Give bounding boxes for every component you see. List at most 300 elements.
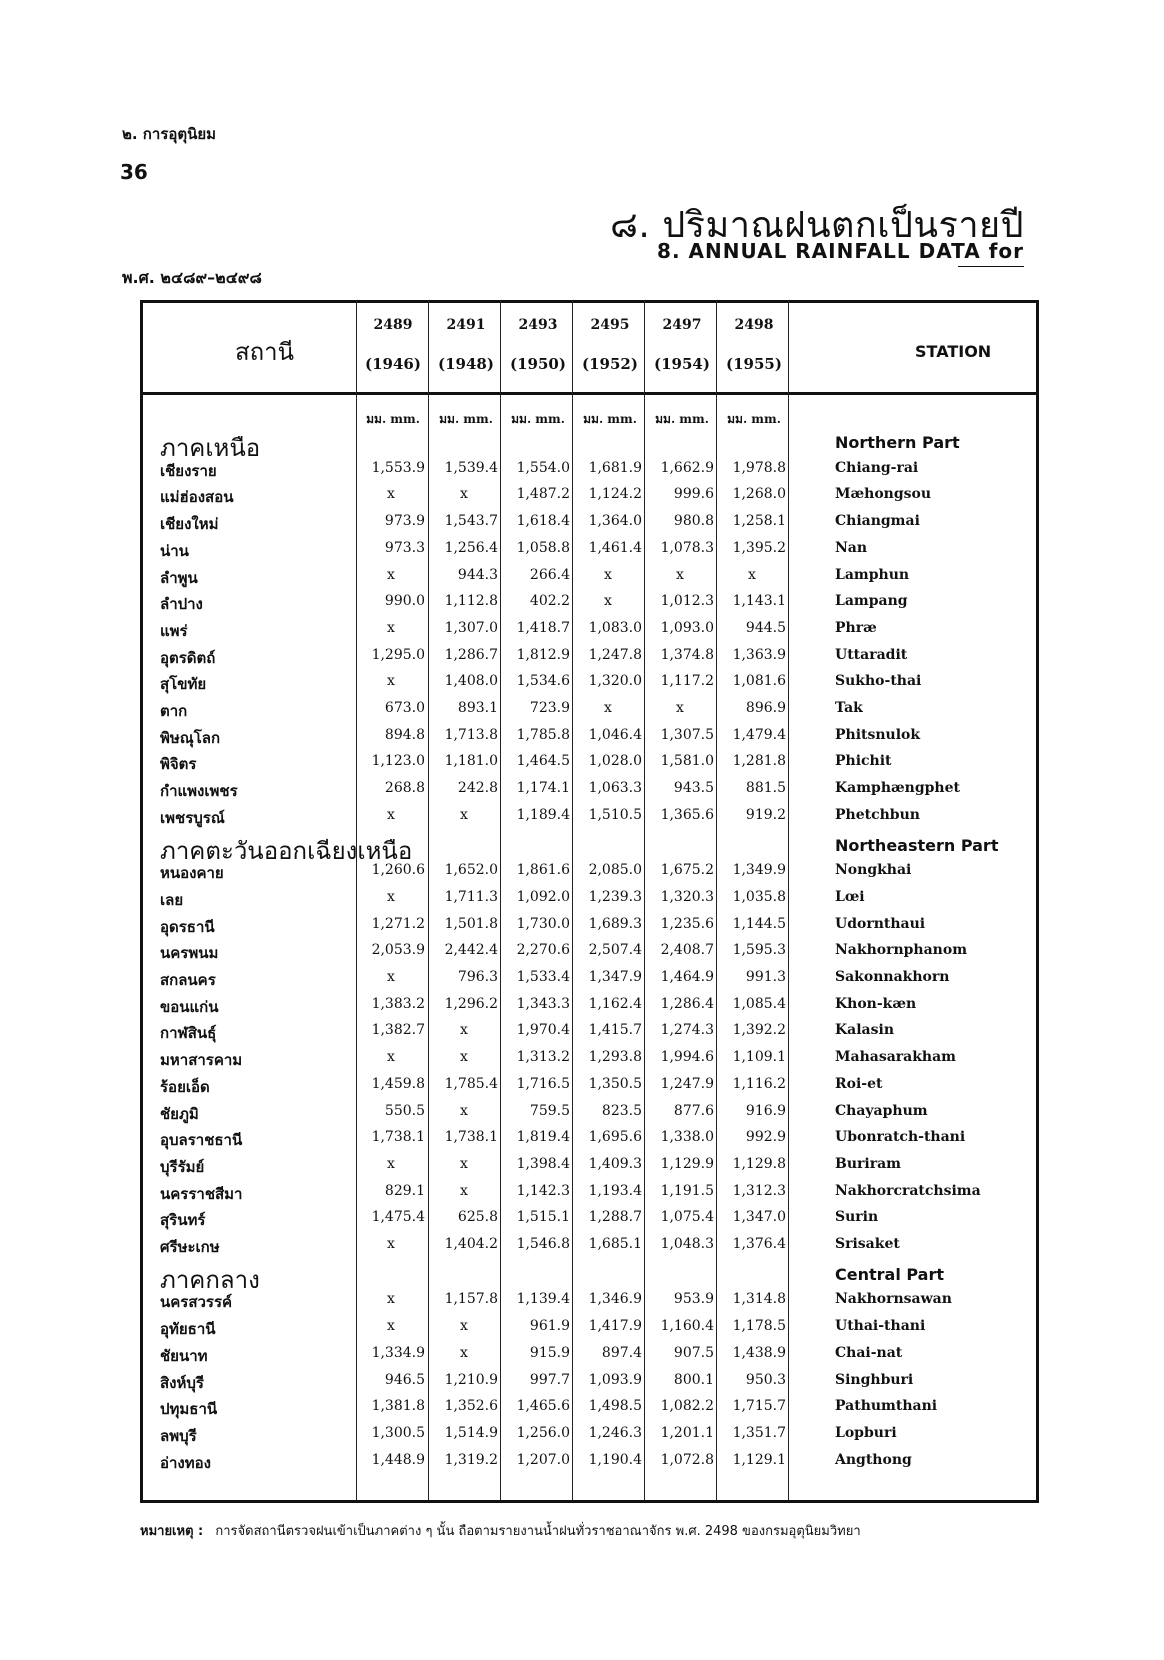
rainfall-value: 897.4: [601, 1344, 642, 1361]
footnote: [140, 1520, 861, 1541]
table-row: [0, 941, 1164, 967]
rainfall-value: 1,409.3: [588, 1155, 642, 1172]
rainfall-value: 1,112.8: [444, 593, 498, 610]
station-name-english: Tak: [835, 700, 863, 716]
rainfall-value: 1,307.5: [660, 726, 714, 743]
rainfall-value: 1,093.9: [588, 1371, 642, 1388]
rainfall-value: 1,320.0: [588, 673, 642, 690]
rainfall-value: 1,464.9: [660, 969, 714, 985]
station-name-thai: กาฬสินธุ์: [160, 1024, 217, 1043]
rainfall-value: x: [387, 486, 395, 503]
station-name-thai: มหาสารคาม: [160, 1051, 243, 1070]
station-name-english: Chai-nat: [835, 1344, 903, 1361]
station-name-thai: เชียงราย: [160, 461, 217, 480]
station-name-english: Kalasin: [835, 1022, 895, 1039]
rainfall-value: 1,268.0: [732, 486, 786, 503]
rainfall-value: 1,464.5: [516, 753, 570, 770]
rainfall-value: x: [604, 566, 612, 583]
rainfall-value: 1,465.6: [516, 1398, 570, 1415]
rainfall-value: 1,415.7: [588, 1022, 642, 1039]
rainfall-value: 1,174.1: [516, 780, 570, 797]
rainfall-value: 1,081.6: [732, 673, 786, 690]
section-label: ๒. การอุตุนิยม: [122, 125, 217, 143]
table-row: [0, 1317, 1164, 1343]
rainfall-value: 1,978.8: [732, 459, 786, 476]
region-name-thai: ภาคตะวันออกเฉียงเหนือ: [160, 836, 413, 865]
table-row: [0, 672, 1164, 698]
rainfall-value: 1,075.4: [660, 1209, 714, 1226]
rainfall-value: 1,143.1: [732, 593, 786, 610]
rainfall-value: 1,123.0: [371, 753, 425, 770]
table-row: [0, 1048, 1164, 1074]
rainfall-value: 1,307.0: [444, 619, 498, 636]
station-name-thai: อุดรธานี: [160, 917, 215, 936]
rainfall-value: 1,189.4: [516, 806, 570, 823]
table-row: [0, 1451, 1164, 1477]
station-name-english: Chiang-rai: [835, 459, 919, 476]
rainfall-value: 997.7: [529, 1371, 570, 1388]
rainfall-value: 1,595.3: [732, 942, 786, 959]
rainfall-value: 950.3: [745, 1371, 786, 1388]
rainfall-value: x: [387, 1236, 395, 1252]
rainfall-value: 1,139.4: [516, 1291, 570, 1308]
station-name-english: Uttaradit: [835, 646, 908, 663]
rainfall-value: 1,618.4: [516, 513, 570, 530]
rainfall-value: 2,507.4: [588, 942, 642, 959]
rainfall-value: 2,408.7: [660, 942, 714, 959]
table-row: [0, 539, 1164, 565]
station-name-thai: พิษณุโลก: [160, 728, 221, 747]
rainfall-value: x: [387, 619, 395, 636]
rainfall-value: 980.8: [673, 513, 714, 530]
station-name-english: Singhburi: [835, 1371, 914, 1388]
station-name-thai: แพร่: [160, 621, 188, 640]
table-title-english: 8. ANNUAL RAINFALL DATA for: [657, 239, 1024, 263]
station-name-thai: สกลนคร: [160, 971, 216, 989]
station-name-english: Uthai-thani: [835, 1318, 926, 1335]
rainfall-value: 550.5: [384, 1102, 425, 1119]
rainfall-value: 1,534.6: [516, 673, 570, 690]
rainfall-value: 1,581.0: [660, 753, 714, 770]
rainfall-value: 1,129.1: [732, 1451, 786, 1468]
station-name-thai: ชัยภูมิ: [160, 1104, 199, 1123]
rainfall-value: 907.5: [673, 1344, 714, 1361]
rainfall-value: 999.6: [673, 486, 714, 503]
year-be-header: 2497: [662, 317, 702, 333]
rainfall-value: 1,785.4: [444, 1075, 498, 1092]
rainfall-value: 1,160.4: [660, 1318, 714, 1335]
rainfall-value: x: [604, 593, 612, 610]
table-row: [0, 888, 1164, 914]
rainfall-value: 1,487.2: [516, 486, 570, 503]
rainfall-value: 1,246.3: [588, 1424, 642, 1441]
rainfall-value: 1,338.0: [660, 1129, 714, 1146]
rainfall-value: 1,812.9: [516, 646, 570, 663]
rainfall-value: 1,129.9: [660, 1155, 714, 1172]
table-row: [0, 592, 1164, 618]
rainfall-value: 1,082.2: [660, 1398, 714, 1415]
year-be-header: 2498: [734, 317, 774, 333]
rainfall-value: 1,129.8: [732, 1155, 786, 1172]
rainfall-value: 1,738.1: [371, 1129, 425, 1146]
rainfall-value: 1,374.8: [660, 646, 714, 663]
station-name-english: Nakhorcratchsima: [835, 1182, 981, 1199]
rainfall-value: 953.9: [673, 1291, 714, 1308]
rainfall-value: 1,083.0: [588, 619, 642, 636]
rainfall-value: 1,296.2: [444, 995, 498, 1012]
rainfall-value: 800.1: [673, 1371, 714, 1388]
rainfall-value: 1,713.8: [444, 726, 498, 743]
station-name-thai: อ่างทอง: [160, 1453, 211, 1472]
page-number: 36: [120, 160, 148, 184]
rainfall-value: 1,376.4: [732, 1236, 786, 1252]
rainfall-value: 1,418.7: [516, 619, 570, 636]
rainfall-value: 1,510.5: [588, 806, 642, 823]
rainfall-value: 1,349.9: [732, 862, 786, 879]
year-ce-header: (1948): [438, 355, 494, 373]
year-be-header: 2495: [590, 317, 630, 333]
rainfall-value: 916.9: [745, 1102, 786, 1119]
rainfall-value: 1,515.1: [516, 1209, 570, 1226]
rainfall-value: 1,459.8: [371, 1075, 425, 1092]
station-name-english: Sukho-thai: [835, 673, 922, 690]
rainfall-value: 268.8: [384, 780, 425, 797]
rainfall-value: 992.9: [745, 1129, 786, 1146]
station-name-english: Nongkhai: [835, 862, 912, 879]
station-name-thai: ลำพูน: [160, 568, 198, 587]
station-name-thai: ปทุมธานี: [160, 1400, 218, 1419]
rainfall-value: x: [748, 566, 756, 583]
table-row: [0, 995, 1164, 1021]
rainfall-value: 1,363.9: [732, 646, 786, 663]
rainfall-value: 1,970.4: [516, 1022, 570, 1039]
rainfall-value: 1,738.1: [444, 1129, 498, 1146]
rainfall-value: 796.3: [457, 969, 498, 985]
rainfall-value: 1,239.3: [588, 888, 642, 905]
rainfall-value: 1,352.6: [444, 1398, 498, 1415]
year-ce-header: (1952): [582, 355, 638, 373]
station-name-english: Nakhornsawan: [835, 1291, 952, 1308]
rainfall-value: 2,085.0: [588, 862, 642, 879]
year-be-header: 2489: [373, 317, 413, 333]
rainfall-value: 961.9: [529, 1318, 570, 1335]
rainfall-value: 1,078.3: [660, 539, 714, 556]
station-name-english: Phetchbun: [835, 806, 920, 823]
rainfall-value: x: [387, 1049, 395, 1066]
rainfall-value: 1,533.4: [516, 969, 570, 985]
region-name-thai: ภาคเหนือ: [160, 434, 261, 462]
rainfall-value: 1,501.8: [444, 915, 498, 932]
table-row: [0, 1235, 1164, 1261]
station-name-english: Mæhongsou: [835, 486, 932, 503]
rainfall-value: 1,351.7: [732, 1424, 786, 1441]
rainfall-value: 2,270.6: [516, 942, 570, 959]
rainfall-value: 1,438.9: [732, 1344, 786, 1361]
rainfall-value: 990.0: [384, 593, 425, 610]
unit-label: มม. mm.: [655, 412, 709, 426]
rainfall-value: 1,994.6: [660, 1049, 714, 1066]
period-label: พ.ศ. ๒๔๘๙–๒๔๙๘: [122, 268, 262, 287]
rainfall-value: 1,381.8: [371, 1398, 425, 1415]
rainfall-value: 673.0: [384, 700, 425, 716]
rainfall-value: 1,365.6: [660, 806, 714, 823]
rainfall-value: 1,364.0: [588, 513, 642, 530]
table-row: [0, 1155, 1164, 1181]
footnote-text: การจัดสถานีตรวจฝนเข้าเป็นภาคต่าง ๆ นั้น ถือตามรายงานน้ำฝนทั่วราชอาณาจักร พ.ศ. 2498 ของกรมอุตุนิยมวิทยา: [215, 1524, 861, 1539]
rainfall-value: 829.1: [384, 1182, 425, 1199]
rainfall-value: 1,124.2: [588, 486, 642, 503]
rainfall-value: 1,408.0: [444, 673, 498, 690]
rainfall-value: 1,514.9: [444, 1424, 498, 1441]
rainfall-value: 1,498.5: [588, 1398, 642, 1415]
rainfall-value: 1,235.6: [660, 915, 714, 932]
station-name-english: Surin: [835, 1209, 879, 1226]
rainfall-value: 1,201.1: [660, 1424, 714, 1441]
rainfall-value: 1,675.2: [660, 862, 714, 879]
rainfall-value: 1,417.9: [588, 1318, 642, 1335]
station-name-thai: ลำปาง: [160, 595, 203, 614]
rainfall-value: 1,785.8: [516, 726, 570, 743]
rainfall-value: 1,256.4: [444, 539, 498, 556]
table-title-thai: ๘. ปริมาณฝนตกเป็นรายปี: [610, 205, 1024, 246]
rainfall-value: 1,448.9: [371, 1451, 425, 1468]
rainfall-value: 1,652.0: [444, 862, 498, 879]
rainfall-value: 402.2: [529, 593, 570, 610]
rainfall-value: 1,312.3: [732, 1182, 786, 1199]
station-name-english: Khon-kæn: [835, 995, 917, 1012]
rainfall-value: x: [460, 1049, 468, 1066]
rainfall-value: 1,479.4: [732, 726, 786, 743]
year-be-header: 2491: [446, 317, 486, 333]
rainfall-value: 1,695.6: [588, 1129, 642, 1146]
rainfall-value: x: [387, 806, 395, 823]
rainfall-value: 944.3: [457, 566, 498, 583]
rainfall-value: 1,300.5: [371, 1424, 425, 1441]
rainfall-value: 1,461.4: [588, 539, 642, 556]
rainfall-value: 2,053.9: [371, 942, 425, 959]
station-name-english: Nan: [835, 539, 868, 556]
unit-label: มม. mm.: [727, 412, 781, 426]
rainfall-value: 881.5: [745, 780, 786, 797]
rainfall-value: 1,383.2: [371, 995, 425, 1012]
station-name-english: Roi-et: [835, 1075, 883, 1092]
rainfall-value: 1,207.0: [516, 1451, 570, 1468]
rainfall-value: x: [460, 806, 468, 823]
rainfall-value: 1,295.0: [371, 646, 425, 663]
rainfall-value: 1,347.9: [588, 969, 642, 985]
station-name-english: Srisaket: [835, 1236, 900, 1252]
station-name-thai: อุตรดิตถ์: [160, 648, 216, 667]
station-name-thai: กำแพงเพชร: [160, 782, 238, 801]
rainfall-value: 896.9: [745, 700, 786, 716]
rainfall-value: 759.5: [529, 1102, 570, 1119]
station-name-english: Lamphun: [835, 566, 910, 583]
rainfall-value: 1,210.9: [444, 1371, 498, 1388]
rainfall-value: 1,398.4: [516, 1155, 570, 1172]
station-name-english: Phræ: [835, 619, 877, 636]
station-name-english: Nakhornphanom: [835, 942, 968, 959]
station-name-thai: ตาก: [160, 702, 188, 720]
station-name-english: Sakonnakhorn: [835, 969, 950, 985]
rainfall-value: 1,178.5: [732, 1318, 786, 1335]
rainfall-value: 1,314.8: [732, 1291, 786, 1308]
table-row: [0, 459, 1164, 485]
rainfall-value: 1,685.1: [588, 1236, 642, 1252]
rainfall-value: 1,395.2: [732, 539, 786, 556]
table-row: [0, 968, 1164, 994]
station-name-thai: ศรีษะเกษ: [160, 1238, 220, 1256]
station-name-thai: สุรินทร์: [160, 1211, 206, 1230]
rainfall-value: 1,048.3: [660, 1236, 714, 1252]
station-name-thai: ชัยนาท: [160, 1346, 208, 1365]
station-name-english: Lampang: [835, 593, 908, 610]
station-name-thai: หนองคาย: [160, 864, 224, 883]
table-row: [0, 1182, 1164, 1208]
rainfall-value: 1,028.0: [588, 753, 642, 770]
table-row: [0, 566, 1164, 592]
table-row: [0, 1021, 1164, 1047]
station-name-english: Chayaphum: [835, 1102, 928, 1119]
station-name-thai: อุบลราชธานี: [160, 1131, 243, 1150]
rainfall-value: 1,092.0: [516, 888, 570, 905]
rainfall-value: 1,711.3: [444, 888, 498, 905]
year-ce-header: (1950): [510, 355, 566, 373]
rainfall-value: x: [387, 673, 395, 690]
station-name-thai: เพชรบูรณ์: [160, 808, 225, 827]
rainfall-value: x: [460, 1102, 468, 1119]
rainfall-value: 1,035.8: [732, 888, 786, 905]
station-name-thai: นครพนม: [160, 944, 219, 963]
station-name-thai: ร้อยเอ็ด: [160, 1077, 210, 1096]
rainfall-value: 625.8: [457, 1209, 498, 1226]
title-underline: [958, 266, 1024, 267]
rainfall-value: 894.8: [384, 726, 425, 743]
station-name-english: Chiangmai: [835, 513, 920, 530]
rainfall-value: 1,689.3: [588, 915, 642, 932]
rainfall-value: 1,162.4: [588, 995, 642, 1012]
rainfall-value: 1,313.2: [516, 1049, 570, 1066]
region-name-english: Northeastern Part: [835, 835, 999, 855]
rainfall-value: x: [387, 566, 395, 583]
rainfall-value: 1,539.4: [444, 459, 498, 476]
rainfall-value: x: [387, 1291, 395, 1308]
rainfall-value: 1,347.0: [732, 1209, 786, 1226]
rainfall-value: 1,117.2: [660, 673, 714, 690]
rainfall-value: x: [460, 486, 468, 503]
station-name-thai: แม่ฮ่องสอน: [160, 488, 234, 507]
station-name-thai: ลพบุรี: [160, 1426, 197, 1445]
station-name-thai: น่าน: [160, 541, 189, 560]
rainfall-value: 1,193.4: [588, 1182, 642, 1199]
rainfall-value: 1,554.0: [516, 459, 570, 476]
unit-label: มม. mm.: [511, 412, 565, 426]
table-row: [0, 485, 1164, 511]
rainfall-value: x: [460, 1344, 468, 1361]
station-name-english: Ubonratch-thani: [835, 1129, 966, 1146]
rainfall-value: 973.9: [384, 513, 425, 530]
table-row: [0, 779, 1164, 805]
rainfall-value: x: [460, 1318, 468, 1335]
rainfall-value: 1,247.9: [660, 1075, 714, 1092]
rainfall-value: 1,157.8: [444, 1291, 498, 1308]
station-name-thai: สุโขทัย: [160, 675, 207, 694]
region-name-english: Northern Part: [835, 433, 960, 452]
year-ce-header: (1954): [654, 355, 710, 373]
rainfall-value: 1,116.2: [732, 1075, 786, 1092]
rainfall-value: 1,288.7: [588, 1209, 642, 1226]
rainfall-value: 1,190.4: [588, 1451, 642, 1468]
station-name-thai: เลย: [160, 890, 184, 909]
station-name-thai: อุทัยธานี: [160, 1320, 216, 1339]
rainfall-value: 1,063.3: [588, 780, 642, 797]
rainfall-value: 1,271.2: [371, 915, 425, 932]
table-row: [0, 1424, 1164, 1450]
unit-label: มม. mm.: [583, 412, 637, 426]
table-row: [0, 861, 1164, 887]
rainfall-value: 1,286.4: [660, 995, 714, 1012]
station-name-thai: นครราชสีมา: [160, 1184, 243, 1203]
rainfall-value: 944.5: [745, 619, 786, 636]
rainfall-value: 1,320.3: [660, 888, 714, 905]
rainfall-value: 946.5: [384, 1371, 425, 1388]
table-row: [0, 1208, 1164, 1234]
rainfall-value: 1,392.2: [732, 1022, 786, 1039]
table-row: [0, 699, 1164, 725]
rainfall-value: x: [460, 1022, 468, 1039]
rainfall-value: x: [387, 1155, 395, 1172]
station-name-english: Kamphængphet: [835, 780, 960, 797]
rainfall-value: 1,319.2: [444, 1451, 498, 1468]
rainfall-value: 915.9: [529, 1344, 570, 1361]
rainfall-value: 1,662.9: [660, 459, 714, 476]
unit-label: มม. mm.: [366, 412, 420, 426]
year-be-header: 2493: [518, 317, 558, 333]
year-ce-header: (1955): [726, 355, 782, 373]
rainfall-value: 242.8: [457, 780, 498, 797]
region-name-thai: ภาคกลาง: [160, 1265, 260, 1294]
rainfall-value: 1,382.7: [371, 1022, 425, 1039]
table-bottom-rule: [140, 1500, 1039, 1503]
station-name-thai: พิจิตร: [160, 755, 197, 774]
table-row: [0, 619, 1164, 645]
rainfall-value: 1,109.1: [732, 1049, 786, 1066]
table-row: [0, 752, 1164, 778]
rainfall-value: 1,553.9: [371, 459, 425, 476]
rainfall-value: 1,543.7: [444, 513, 498, 530]
rainfall-value: 1,260.6: [371, 862, 425, 879]
rainfall-value: 1,058.8: [516, 539, 570, 556]
station-name-thai: เชียงใหม่: [160, 515, 219, 534]
table-row: [0, 1075, 1164, 1101]
rainfall-value: 723.9: [529, 700, 570, 716]
rainfall-value: 1,334.9: [371, 1344, 425, 1361]
station-name-english: Udornthaui: [835, 915, 926, 932]
rainfall-value: 1,247.8: [588, 646, 642, 663]
table-row: [0, 646, 1164, 672]
rainfall-value: x: [676, 566, 684, 583]
rainfall-value: 1,343.3: [516, 995, 570, 1012]
rainfall-value: 1,404.2: [444, 1236, 498, 1252]
rainfall-value: 1,281.8: [732, 753, 786, 770]
rainfall-value: 1,346.9: [588, 1291, 642, 1308]
rainfall-value: 877.6: [673, 1102, 714, 1119]
table-row: [0, 512, 1164, 538]
rainfall-value: 1,716.5: [516, 1075, 570, 1092]
table-row: [0, 1397, 1164, 1423]
rainfall-value: 1,046.4: [588, 726, 642, 743]
rainfall-value: 1,258.1: [732, 513, 786, 530]
station-thai-header: สถานี: [235, 338, 295, 366]
